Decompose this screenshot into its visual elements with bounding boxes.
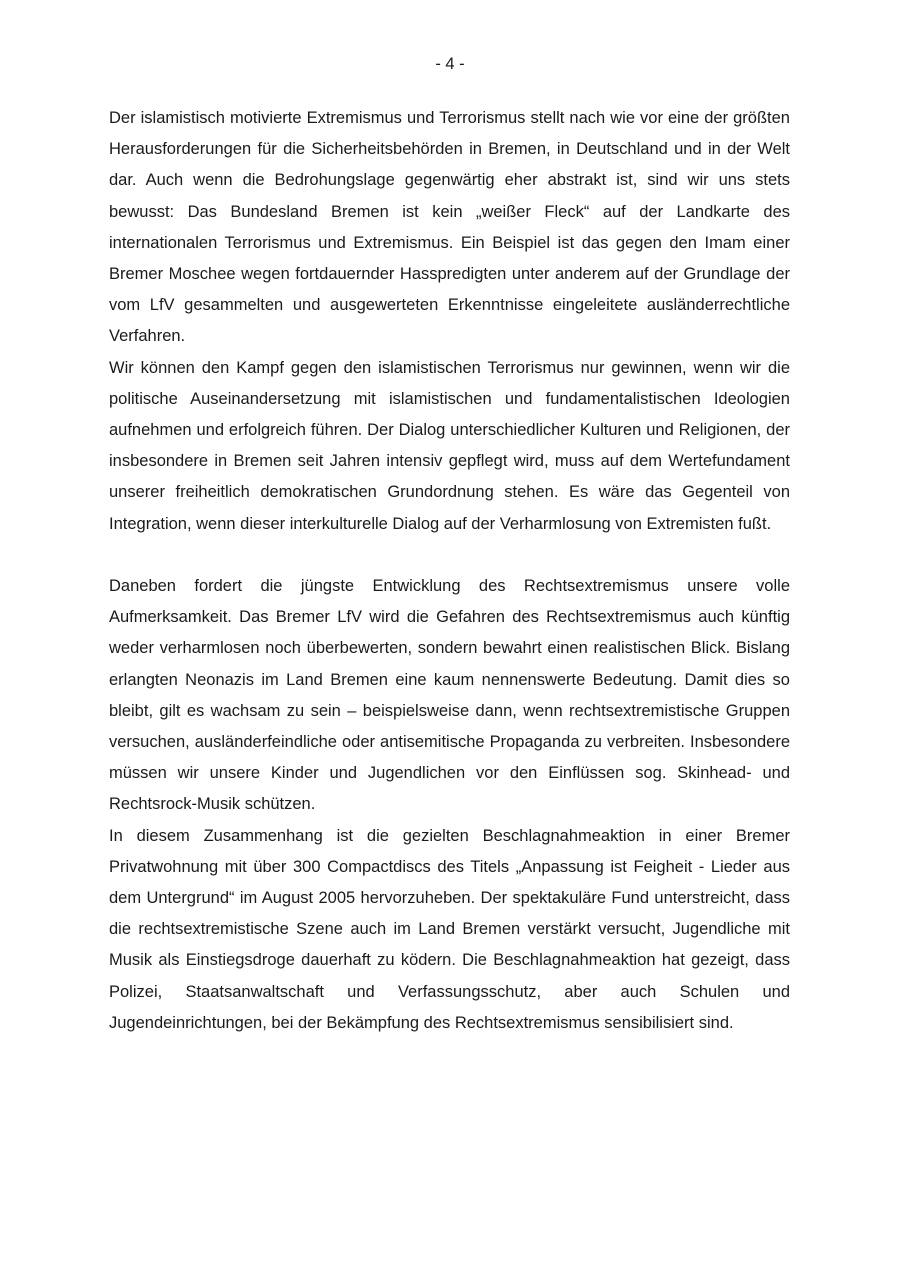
paragraph-islamist-extremism: Der islamistisch motivierte Extremismus und Terrorismus stellt nach wie vor eine der größten Herausforderungen für die Sicherheitsbehörden in Bremen, in Deutschland und in der Welt dar. Auch wenn die Bedrohungslage gegenwärtig eher abstrakt ist, sind wir uns stets bewusst: Das Bundesland Bremen ist kein „weißer Fleck“ auf der Landkarte des internationalen Terrorismus und Extremismus. Ein Beispiel ist das gegen den Imam einer Bremer Moschee wegen fortdauernder Hasspredigten unter anderem auf der Grundlage der vom LfV gesammelten und ausgewerteten Erkenntnisse eingeleitete ausländerrechtliche Verfahren.	[109, 109, 790, 346]
paragraph-confiscation-action: In diesem Zusammenhang ist die gezielten Beschlagnahmeaktion in einer Bremer Privatwohnung mit über 300 Compactdiscs des Titels „Anpassung ist Feigheit - Lieder aus dem Untergrund“ im August 2005 hervorzuheben. Der spektakuläre Fund unterstreicht, dass die rechtsextremistische Szene auch im Land Bremen verstärkt versucht, Jugendliche mit Musik als Einstiegsdroge dauerhaft zu ködern. Die Beschlagnahmeaktion hat gezeigt, dass Polizei, Staatsanwaltschaft und Verfassungsschutz, aber auch Schulen und Jugendeinrichtungen, bei der Bekämpfung des Rechtsextremismus sensibilisiert sind.	[109, 826, 790, 1032]
paragraph-fight-against-terrorism: Wir können den Kampf gegen den islamistischen Terrorismus nur gewinnen, wenn wir die politische Auseinandersetzung mit islamistischen und fundamentalistischen Ideologien aufnehmen und erfolgreich führen. Der Dialog unterschiedlicher Kulturen und Religionen, der insbesondere in Bremen seit Jahren intensiv gepflegt wird, muss auf dem Wertefundament unserer freiheitlich demokratischen Grundordnung stehen. Es wäre das Gegenteil von Integration, wenn dieser interkulturelle Dialog auf der Verharmlosung von Extremisten fußt.	[109, 358, 790, 533]
document-body	[109, 103, 790, 1039]
paragraph-right-wing-extremism: Daneben fordert die jüngste Entwicklung des Rechtsextremismus unsere volle Aufmerksamkeit. Das Bremer LfV wird die Gefahren des Rechtsextremismus auch künftig weder verharmlosen noch überbewerten, sondern bewahrt einen realistischen Blick. Bislang erlangten Neonazis im Land Bremen eine kaum nennenswerte Bedeutung. Damit dies so bleibt, gilt es wachsam zu sein – beispielsweise dann, wenn rechtsextremistische Gruppen versuchen, ausländerfeindliche oder antisemitische Propaganda zu verbreiten. Insbesondere müssen wir unsere Kinder und Jugendlichen vor den Einflüssen sog. Skinhead- und Rechtsrock-Musik schützen.	[109, 577, 790, 814]
page-number: - 4 -	[435, 55, 465, 73]
paragraph-spacer	[109, 540, 790, 571]
